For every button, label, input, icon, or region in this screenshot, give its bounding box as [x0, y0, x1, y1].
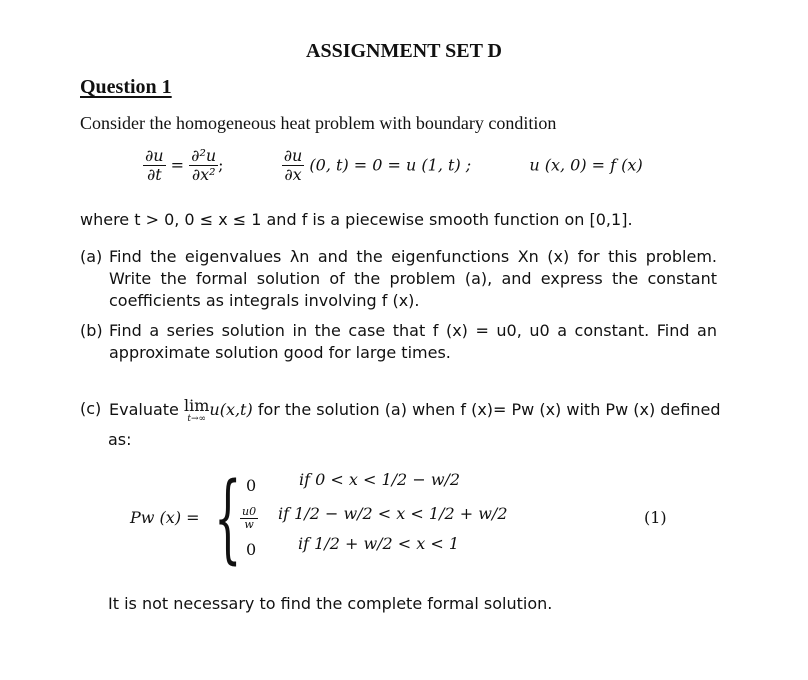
pde-lhs-fraction	[143, 147, 166, 185]
part-c	[80, 398, 720, 428]
boundary-condition: (0, t) = 0 = u (1, t) ;	[309, 155, 472, 175]
heat-equation-line	[143, 147, 643, 185]
part-b-line-1: Find a series solution in the case that f (x) = u0, u0 a constant. Find an	[109, 321, 717, 340]
limit-operator	[184, 398, 209, 424]
as-text: as:	[108, 430, 132, 449]
part-c-label: (c)	[80, 399, 102, 418]
bc-fraction	[282, 147, 305, 185]
case-1-condition: if 0 < x < 1/2 − w/2	[299, 470, 461, 489]
case-2-condition: if 1/2 − w/2 < x < 1/2 + w/2	[278, 504, 508, 523]
part-a-line-2: Write the formal solution of the problem (a), and express the constant	[109, 269, 717, 288]
intro-text: Consider the homogeneous heat problem with boundary condition	[80, 113, 557, 133]
case-3-value: 0	[246, 540, 257, 559]
bc-num: ∂u	[283, 146, 303, 165]
piecewise-lhs: Pw (x) =	[130, 508, 200, 527]
part-a-line-3: coefficients as integrals involving f (x).	[109, 291, 420, 310]
pde-lhs-den: ∂t	[143, 165, 166, 184]
part-a	[80, 246, 720, 316]
case-2-fraction	[240, 506, 258, 530]
equation-number: (1)	[644, 508, 667, 527]
pde-semicolon: ;	[218, 155, 224, 175]
part-b	[80, 320, 720, 366]
left-brace: {	[214, 462, 242, 574]
where-clause: where t > 0, 0 ≤ x ≤ 1 and f is a piecewise smooth function on [0,1].	[80, 210, 633, 229]
part-a-label: (a)	[80, 247, 103, 266]
part-a-line-1: Find the eigenvalues λn and the eigenfunctions Xn (x) for this problem.	[109, 247, 717, 266]
case-2-value	[240, 506, 258, 530]
pde-equals: =	[170, 155, 185, 175]
initial-condition: u (x, 0) = f (x)	[529, 155, 643, 175]
pde-lhs-num: ∂u	[145, 146, 164, 165]
case-1-value: 0	[246, 476, 257, 495]
limit-expression: u(x,t)	[209, 400, 253, 419]
part-c-line	[109, 396, 721, 424]
bc-den: ∂x	[282, 165, 305, 184]
question-heading: Question 1	[80, 76, 172, 98]
limit-subscript: t→∞	[187, 414, 207, 424]
case-2-num: u0	[242, 505, 257, 518]
part-c-pre: Evaluate	[109, 400, 179, 419]
pde-rhs-num: ∂²u	[191, 146, 217, 165]
case-2-den: w	[240, 518, 258, 531]
case-3-condition: if 1/2 + w/2 < x < 1	[298, 534, 460, 553]
pde-rhs-den: ∂x²	[189, 165, 218, 184]
pde-rhs-fraction	[189, 147, 218, 185]
limit-word: lim	[183, 396, 210, 415]
assignment-title: ASSIGNMENT SET D	[306, 40, 502, 62]
part-b-label: (b)	[80, 321, 103, 340]
part-c-post: for the solution (a) when f (x)= Pw (x) with Pw (x) defined	[257, 400, 721, 419]
footer-note: It is not necessary to find the complete formal solution.	[108, 594, 553, 613]
part-b-line-2: approximate solution good for large times.	[109, 343, 451, 362]
